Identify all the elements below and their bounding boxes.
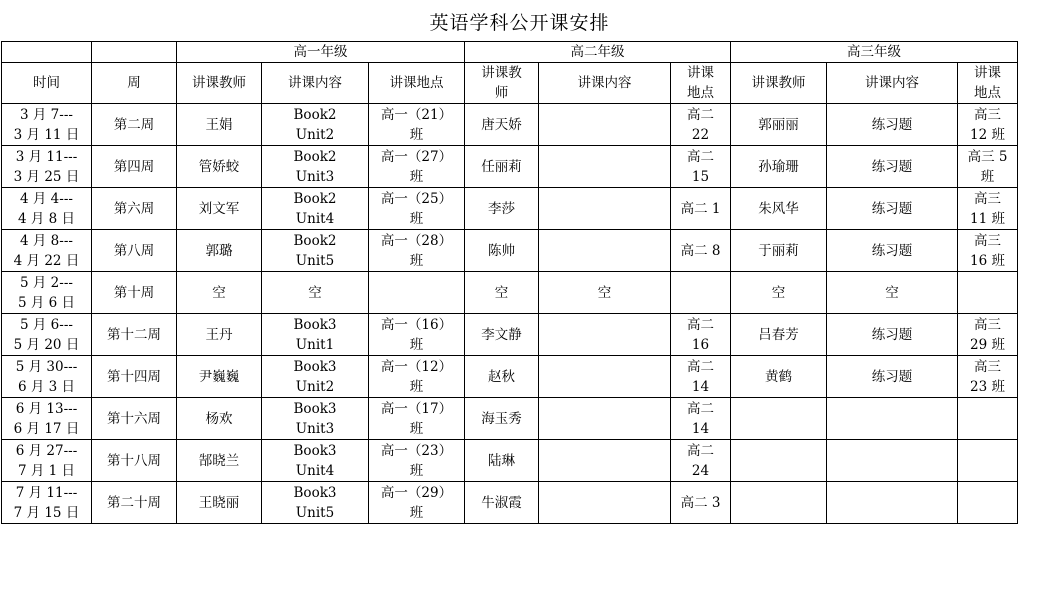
table-cell xyxy=(539,188,671,230)
table-cell: Book2 Unit3 xyxy=(262,146,369,188)
table-cell: 李文静 xyxy=(465,314,539,356)
table-cell: 练习题 xyxy=(827,104,958,146)
column-header: 讲课内容 xyxy=(539,63,671,104)
table-cell: 高二 16 xyxy=(671,314,731,356)
table-cell xyxy=(731,482,827,524)
table-cell: 练习题 xyxy=(827,314,958,356)
table-cell: 练习题 xyxy=(827,146,958,188)
table-cell: 高一（23） 班 xyxy=(369,440,465,482)
table-cell: 第十六周 xyxy=(92,398,177,440)
table-cell: Book2 Unit2 xyxy=(262,104,369,146)
table-cell: 空 xyxy=(262,272,369,314)
table-cell: 空 xyxy=(827,272,958,314)
table-cell: 高二 22 xyxy=(671,104,731,146)
table-cell: 唐天娇 xyxy=(465,104,539,146)
table-row xyxy=(2,188,1018,230)
column-header: 讲课教 师 xyxy=(465,63,539,104)
table-cell xyxy=(958,440,1018,482)
table-cell: 空 xyxy=(731,272,827,314)
table-cell xyxy=(827,398,958,440)
table-cell: 王丹 xyxy=(177,314,262,356)
table-cell: 陈帅 xyxy=(465,230,539,272)
table-cell xyxy=(539,314,671,356)
table-cell: 郜晓兰 xyxy=(177,440,262,482)
table-cell: 练习题 xyxy=(827,230,958,272)
table-cell xyxy=(539,146,671,188)
table-cell: 任丽莉 xyxy=(465,146,539,188)
table-cell: 李莎 xyxy=(465,188,539,230)
table-row xyxy=(2,314,1018,356)
table-cell: 牛淑霞 xyxy=(465,482,539,524)
table-cell xyxy=(827,440,958,482)
table-cell: 高二 15 xyxy=(671,146,731,188)
table-cell xyxy=(539,230,671,272)
table-cell: 高二 3 xyxy=(671,482,731,524)
table-cell xyxy=(731,440,827,482)
table-cell xyxy=(671,272,731,314)
table-cell: 郭璐 xyxy=(177,230,262,272)
table-cell: Book3 Unit5 xyxy=(262,482,369,524)
table-cell: 高一（21） 班 xyxy=(369,104,465,146)
table-cell xyxy=(958,482,1018,524)
column-header: 时间 xyxy=(2,63,92,104)
table-row xyxy=(2,482,1018,524)
column-header: 讲课内容 xyxy=(827,63,958,104)
table-cell: 高三 29 班 xyxy=(958,314,1018,356)
table-cell: 第十周 xyxy=(92,272,177,314)
table-cell: 3 月 11--- 3 月 25 日 xyxy=(2,146,92,188)
table-cell xyxy=(731,398,827,440)
table-cell: 第十八周 xyxy=(92,440,177,482)
table-cell xyxy=(539,104,671,146)
table-row xyxy=(2,440,1018,482)
table-cell: 王晓丽 xyxy=(177,482,262,524)
column-header: 讲课教师 xyxy=(177,63,262,104)
table-cell: 孙瑜珊 xyxy=(731,146,827,188)
table-cell: Book2 Unit5 xyxy=(262,230,369,272)
table-cell xyxy=(539,440,671,482)
table-row xyxy=(2,356,1018,398)
table-cell: Book3 Unit1 xyxy=(262,314,369,356)
table-cell: 高三 12 班 xyxy=(958,104,1018,146)
table-cell: 高三 16 班 xyxy=(958,230,1018,272)
blank-header-cell xyxy=(2,42,92,63)
grade-header-senior3: 高三年级 xyxy=(731,42,1018,63)
table-cell xyxy=(369,272,465,314)
table-cell: 高一（16） 班 xyxy=(369,314,465,356)
table-cell: 尹巍巍 xyxy=(177,356,262,398)
table-cell: 海玉秀 xyxy=(465,398,539,440)
table-cell: 高一（29） 班 xyxy=(369,482,465,524)
table-cell: 4 月 4--- 4 月 8 日 xyxy=(2,188,92,230)
table-cell: 郭丽丽 xyxy=(731,104,827,146)
table-cell: 高三 23 班 xyxy=(958,356,1018,398)
table-cell: 3 月 7--- 3 月 11 日 xyxy=(2,104,92,146)
table-cell: 陆琳 xyxy=(465,440,539,482)
table-cell: 空 xyxy=(177,272,262,314)
table-cell: 7 月 11--- 7 月 15 日 xyxy=(2,482,92,524)
column-header: 讲课 地点 xyxy=(958,63,1018,104)
table-cell: 5 月 6--- 5 月 20 日 xyxy=(2,314,92,356)
table-cell xyxy=(958,398,1018,440)
grade-header-senior2: 高二年级 xyxy=(465,42,731,63)
table-row xyxy=(2,398,1018,440)
table-cell: 刘文军 xyxy=(177,188,262,230)
table-cell xyxy=(539,356,671,398)
schedule-table xyxy=(1,41,1018,524)
table-cell xyxy=(539,398,671,440)
table-cell: 黄鹤 xyxy=(731,356,827,398)
table-cell: 吕春芳 xyxy=(731,314,827,356)
blank-header-cell xyxy=(92,42,177,63)
table-row xyxy=(2,230,1018,272)
grade-header-senior1: 高一年级 xyxy=(177,42,465,63)
table-cell: 高一（17） 班 xyxy=(369,398,465,440)
table-cell: 5 月 2--- 5 月 6 日 xyxy=(2,272,92,314)
column-header: 周 xyxy=(92,63,177,104)
table-cell: 第十四周 xyxy=(92,356,177,398)
table-cell: 第十二周 xyxy=(92,314,177,356)
column-header: 讲课内容 xyxy=(262,63,369,104)
table-cell: 高二 14 xyxy=(671,398,731,440)
table-cell: 第六周 xyxy=(92,188,177,230)
column-header: 讲课 地点 xyxy=(671,63,731,104)
table-cell: 高一（28） 班 xyxy=(369,230,465,272)
table-cell: 王娟 xyxy=(177,104,262,146)
table-cell xyxy=(539,482,671,524)
column-header: 讲课地点 xyxy=(369,63,465,104)
table-cell: 高一（25） 班 xyxy=(369,188,465,230)
table-cell: 空 xyxy=(539,272,671,314)
table-cell: 空 xyxy=(465,272,539,314)
table-cell: 第二周 xyxy=(92,104,177,146)
table-cell: 练习题 xyxy=(827,356,958,398)
table-cell: 高二 1 xyxy=(671,188,731,230)
table-cell: Book2 Unit4 xyxy=(262,188,369,230)
table-row xyxy=(2,146,1018,188)
table-cell: 4 月 8--- 4 月 22 日 xyxy=(2,230,92,272)
table-cell xyxy=(827,482,958,524)
table-cell: Book3 Unit4 xyxy=(262,440,369,482)
table-cell xyxy=(958,272,1018,314)
table-row xyxy=(2,104,1018,146)
table-cell: 5 月 30--- 6 月 3 日 xyxy=(2,356,92,398)
grade-header-row xyxy=(2,42,1018,63)
table-cell: 高二 8 xyxy=(671,230,731,272)
table-cell: 朱风华 xyxy=(731,188,827,230)
table-cell: 高三 5 班 xyxy=(958,146,1018,188)
table-cell: 6 月 27--- 7 月 1 日 xyxy=(2,440,92,482)
table-cell: 高二 24 xyxy=(671,440,731,482)
table-cell: 赵秋 xyxy=(465,356,539,398)
table-cell: Book3 Unit2 xyxy=(262,356,369,398)
column-header: 讲课教师 xyxy=(731,63,827,104)
page-title: 英语学科公开课安排 xyxy=(429,12,610,34)
column-header-row xyxy=(2,63,1018,104)
table-cell: 高一（27） 班 xyxy=(369,146,465,188)
table-cell: 练习题 xyxy=(827,188,958,230)
table-cell: 第四周 xyxy=(92,146,177,188)
table-cell: 高三 11 班 xyxy=(958,188,1018,230)
table-cell: 于丽莉 xyxy=(731,230,827,272)
table-cell: 高二 14 xyxy=(671,356,731,398)
table-row xyxy=(2,272,1018,314)
table-cell: 6 月 13--- 6 月 17 日 xyxy=(2,398,92,440)
table-cell: 杨欢 xyxy=(177,398,262,440)
table-cell: 管娇蛟 xyxy=(177,146,262,188)
table-cell: 高一（12） 班 xyxy=(369,356,465,398)
table-cell: 第八周 xyxy=(92,230,177,272)
table-cell: 第二十周 xyxy=(92,482,177,524)
table-cell: Book3 Unit3 xyxy=(262,398,369,440)
